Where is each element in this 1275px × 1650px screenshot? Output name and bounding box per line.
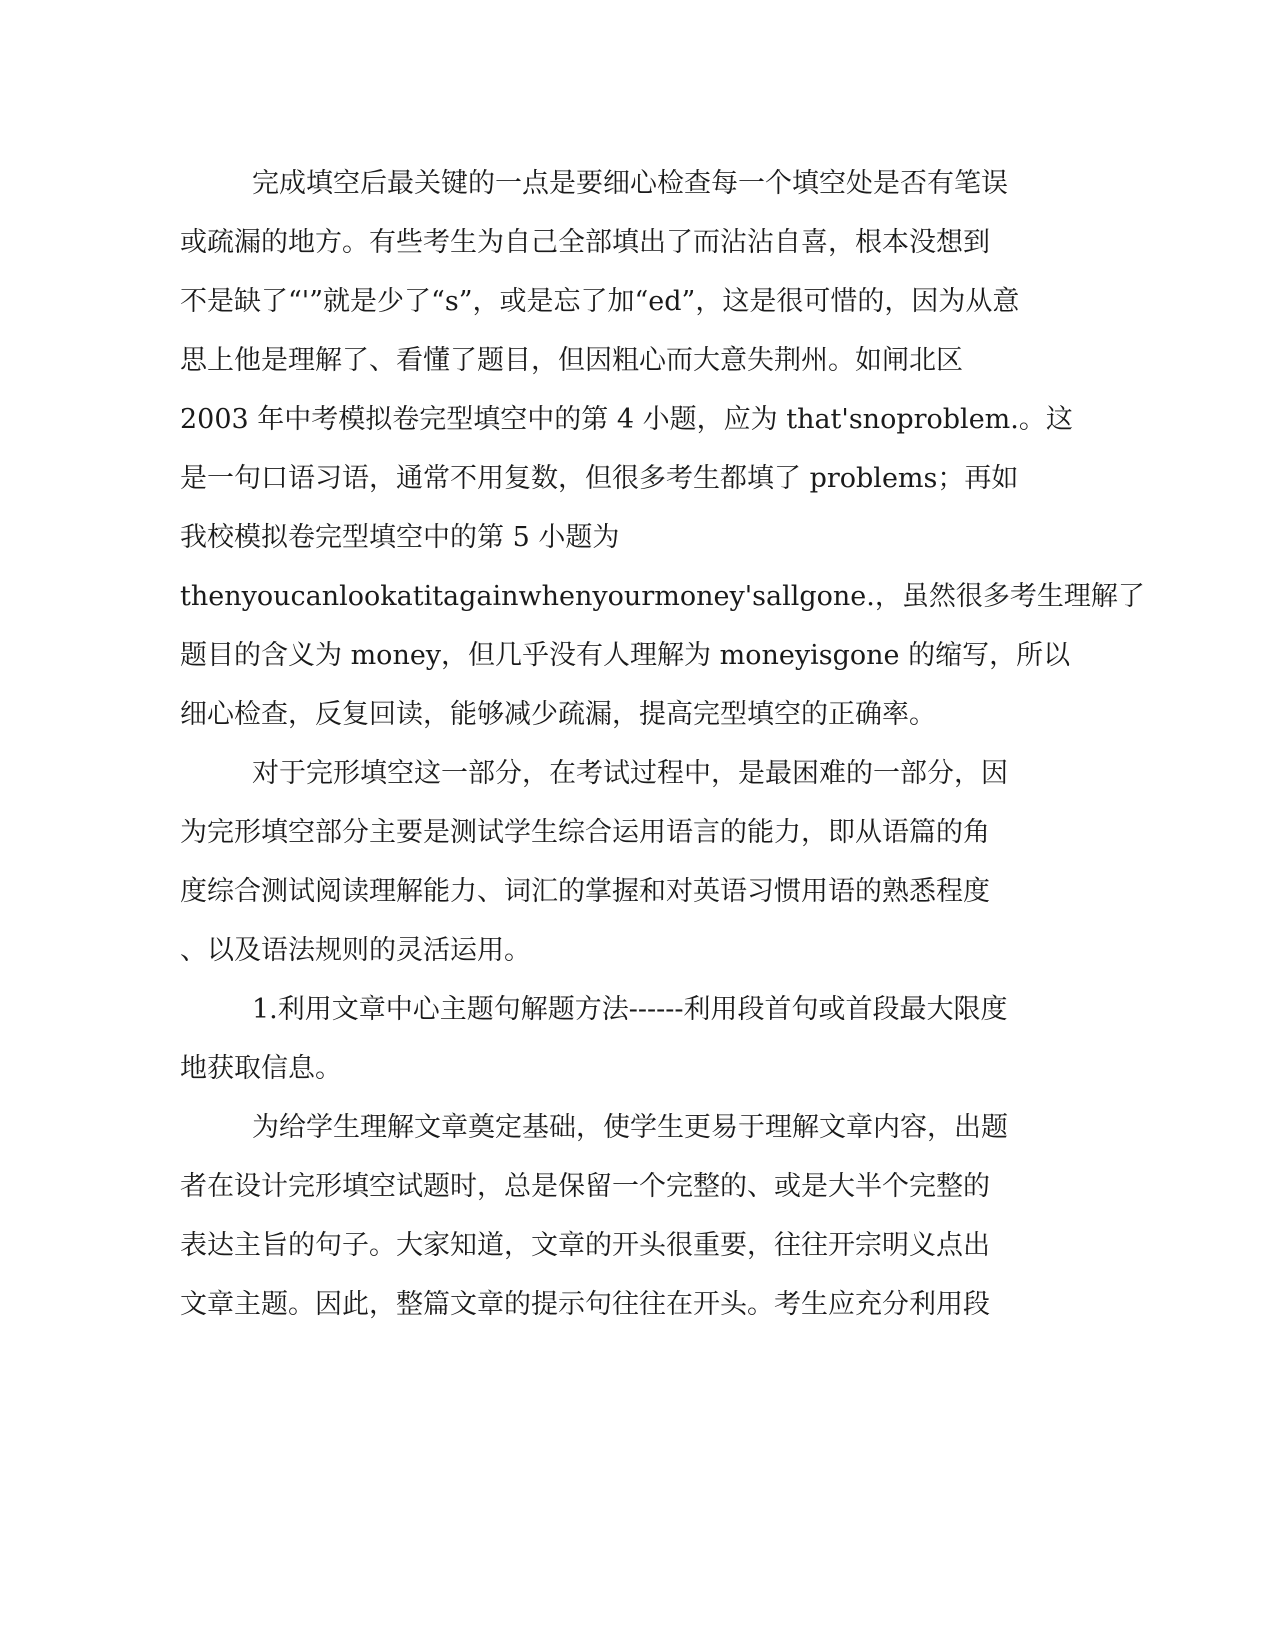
text-line: 地获取信息。 [180,1053,342,1084]
text-line: 或疏漏的地方。有些考生为自己全部填出了而沾沾自喜，根本没想到 [180,227,990,258]
text-line: 为给学生理解文章奠定基础，使学生更易于理解文章内容，出题 [252,1112,1008,1143]
text-line: 我校模拟卷完型填空中的第 5 小题为 [180,522,620,553]
text-line: 是一句口语习语，通常不用复数，但很多考生都填了 problems；再如 [180,463,1019,494]
text-line: 为完形填空部分主要是测试学生综合运用语言的能力，即从语篇的角 [180,817,990,848]
text-line: 度综合测试阅读理解能力、词汇的掌握和对英语习惯用语的熟悉程度 [180,876,990,907]
text-line: 思上他是理解了、看懂了题目，但因粗心而大意失荆州。如闸北区 [180,345,963,376]
text-line: 1.利用文章中心主题句解题方法------利用段首句或首段最大限度 [252,994,1008,1025]
text-line: 细心检查，反复回读，能够减少疏漏，提高完型填空的正确率。 [180,699,936,730]
text-line: 完成填空后最关键的一点是要细心检查每一个填空处是否有笔误 [252,168,1008,199]
text-line: 不是缺了“'”就是少了“s”，或是忘了加“ed”，这是很可惜的，因为从意 [180,286,1020,317]
text-line: 对于完形填空这一部分，在考试过程中，是最困难的一部分，因 [252,758,1008,789]
text-line: 、以及语法规则的灵活运用。 [180,935,531,966]
text-line: 2003 年中考模拟卷完型填空中的第 4 小题，应为 that'snoproblem.。这 [180,404,1073,435]
text-line: thenyoucanlookatitagainwhenyourmoney'sallgone.，虽然很多考生理解了 [180,581,1145,612]
text-line: 题目的含义为 money，但几乎没有人理解为 moneyisgone 的缩写，所以 [180,640,1071,671]
text-line: 文章主题。因此，整篇文章的提示句往往在开头。考生应充分利用段 [180,1289,990,1320]
document-body [180,154,1145,1334]
text-line: 者在设计完形填空试题时，总是保留一个完整的、或是大半个完整的 [180,1171,990,1202]
text-line: 表达主旨的句子。大家知道，文章的开头很重要，往往开宗明义点出 [180,1230,990,1261]
